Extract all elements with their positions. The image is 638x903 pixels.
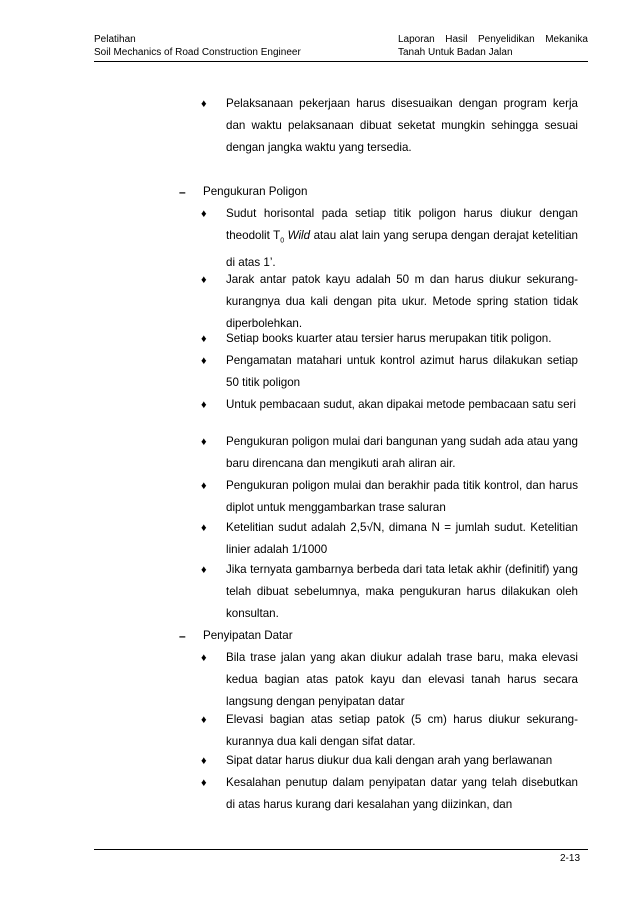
section1-bullet4: Pengamatan matahari untuk kontrol azimut harus dilakukan setiap 50 titik poligon xyxy=(226,354,578,389)
section1-bullet1 xyxy=(226,203,578,274)
diamond-bullet-icon: ♦ xyxy=(201,436,207,448)
header-right xyxy=(398,33,588,59)
header-right-line1: Laporan Hasil Penyelidikan Mekanika xyxy=(398,34,588,45)
section2-bullet2: Elevasi bagian atas setiap patok (5 cm) harus diukur sekurang-kurannya dua kali dengan sifat datar. xyxy=(226,713,578,748)
diamond-bullet-icon: ♦ xyxy=(201,480,207,492)
section2-title: Penyipatan Datar xyxy=(203,629,293,642)
diamond-bullet-icon: ♦ xyxy=(201,522,207,534)
header-right-line2: Tanah Untuk Badan Jalan xyxy=(398,47,513,58)
section1-bullet1-pre: Sudut horisontal pada setiap titik poligon harus diukur dengan theodolit T xyxy=(226,207,578,242)
header-left-line1: Pelatihan xyxy=(94,34,136,45)
section1-title: Pengukuran Poligon xyxy=(203,185,308,198)
diamond-bullet-icon: ♦ xyxy=(201,652,207,664)
section1-bullet9: Jika ternyata gambarnya berbeda dari tata letak akhir (definitif) yang telah dibuat sebelumnya, maka pengukuran harus dilakukan oleh konsultan. xyxy=(226,563,578,620)
diamond-bullet-icon: ♦ xyxy=(201,274,207,286)
section2-bullet1: Bila trase jalan yang akan diukur adalah trase baru, maka elevasi kedua bagian atas patok kayu dan elevasi tanah harus secara langsung dengan penyipatan datar xyxy=(226,651,578,708)
section1-bullet3: Setiap books kuarter atau tersier harus merupakan titik poligon. xyxy=(226,332,552,345)
diamond-bullet-icon: ♦ xyxy=(201,777,207,789)
section1-bullet8: Ketelitian sudut adalah 2,5√N, dimana N = jumlah sudut. Ketelitian linier adalah 1/1000 xyxy=(226,521,578,556)
section1-bullet2: Jarak antar patok kayu adalah 50 m dan harus diukur sekurang-kurangnya dua kali dengan pita ukur. Metode spring station tidak diperbolehkan. xyxy=(226,273,578,330)
diamond-bullet-icon: ♦ xyxy=(201,208,207,220)
diamond-bullet-icon: ♦ xyxy=(201,564,207,576)
section1-bullet5: Untuk pembacaan sudut, akan dipakai metode pembacaan satu seri xyxy=(226,398,576,411)
footer-rule xyxy=(94,849,588,850)
header-left-line2: Soil Mechanics of Road Construction Engineer xyxy=(94,47,301,58)
section1-bullet1-em: Wild xyxy=(287,229,311,242)
diamond-bullet-icon: ♦ xyxy=(201,333,207,345)
section1-bullet7: Pengukuran poligon mulai dan berakhir pada titik kontrol, dan harus diplot untuk menggambarkan trase saluran xyxy=(226,479,578,514)
diamond-bullet-icon: ♦ xyxy=(201,355,207,367)
dash-icon: – xyxy=(179,629,186,643)
section2-bullet4: Kesalahan penutup dalam penyipatan datar yang telah disebutkan di atas harus kurang dari kesalahan yang diizinkan, dan xyxy=(226,776,578,811)
diamond-bullet-icon: ♦ xyxy=(201,399,207,411)
diamond-bullet-icon: ♦ xyxy=(201,714,207,726)
section1-bullet6: Pengukuran poligon mulai dari bangunan yang sudah ada atau yang baru direncana dan mengikuti arah aliran air. xyxy=(226,435,578,470)
section1-bullet1-sub: 0 xyxy=(280,237,285,245)
section1-bullet1-post: atau alat lain yang serupa dengan derajat ketelitian di atas 1’. xyxy=(226,229,578,270)
page-number: 2-13 xyxy=(560,853,581,864)
diamond-bullet-icon: ♦ xyxy=(201,755,207,767)
header-left xyxy=(94,33,301,59)
section2-bullet3: Sipat datar harus diukur dua kali dengan arah yang berlawanan xyxy=(226,754,553,767)
header-rule xyxy=(94,61,588,62)
intro-bullet-text: Pelaksanaan pekerjaan harus disesuaikan dengan program kerja dan waktu pelaksanaan dibuat seketat mungkin sehingga sesuai dengan jangka waktu yang tersedia. xyxy=(226,97,578,154)
dash-icon: – xyxy=(179,185,186,199)
diamond-bullet-icon: ♦ xyxy=(201,98,207,110)
